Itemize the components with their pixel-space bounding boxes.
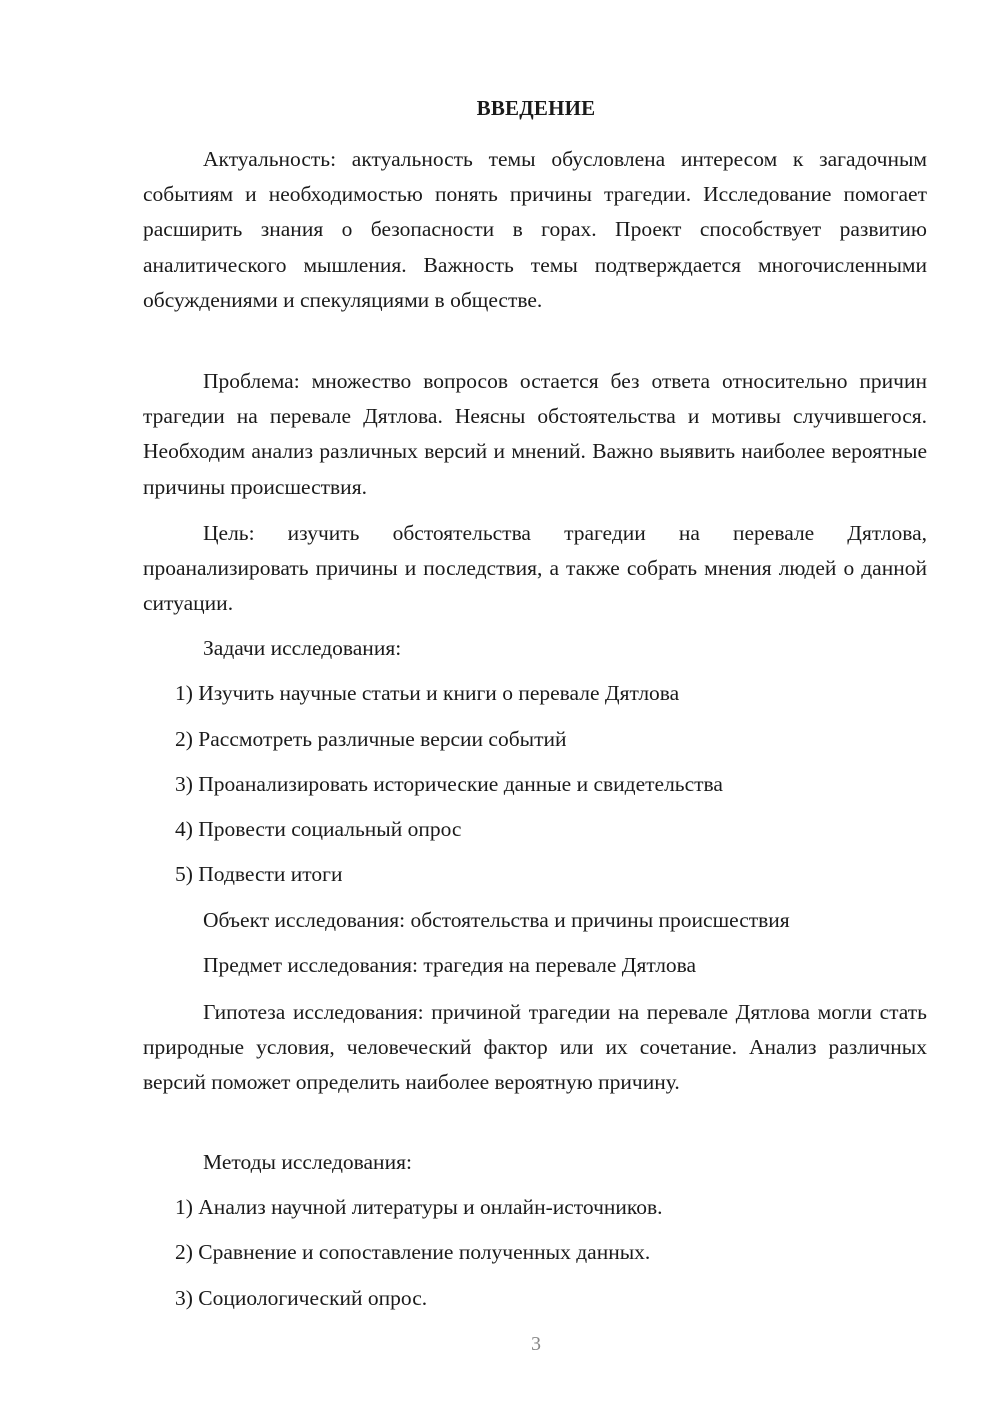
- tasks-title: Задачи исследования:: [203, 636, 402, 660]
- problem-paragraph: Проблема: множество вопросов остается без ответа относительно причин трагедии на перевале Дятлова. Неясны обстоятельства и мотивы случившегося. Необходим анализ различных версий и мнений. Важно выявить наиболее вероятные причины происшествия.: [143, 369, 927, 499]
- task-item: 3) Проанализировать исторические данные и свидетельства: [175, 772, 723, 796]
- task-item: 1) Изучить научные статьи и книги о перевале Дятлова: [175, 681, 680, 705]
- method-item: 3) Социологический опрос.: [175, 1286, 428, 1310]
- section-heading: ВВЕДЕНИЕ: [476, 96, 596, 120]
- research-subject: Предмет исследования: трагедия на перевале Дятлова: [203, 953, 697, 977]
- methods-title: Методы исследования:: [203, 1150, 412, 1174]
- task-item: 5) Подвести итоги: [175, 862, 343, 886]
- task-item: 2) Рассмотреть различные версии событий: [175, 727, 567, 751]
- hypothesis-paragraph: Гипотеза исследования: причиной трагедии на перевале Дятлова могли стать природные условия, человеческий фактор или их сочетание. Анализ различных версий поможет определить наиболее вероятную причину.: [143, 1000, 927, 1095]
- goal-paragraph: Цель: изучить обстоятельства трагедии на перевале Дятлова, проанализировать причины и последствия, а также собрать мнения людей о данной ситуации.: [143, 521, 927, 616]
- relevance-paragraph: Актуальность: актуальность темы обусловлена интересом к загадочным событиям и необходимостью понять причины трагедии. Исследование помогает расширить знания о безопасности в горах. Проект способствует развитию аналитического мышления. Важность темы подтверждается многочисленными обсуждениями и спекуляциями в обществе.: [143, 147, 927, 312]
- page-number: 3: [531, 1333, 541, 1355]
- method-item: 2) Сравнение и сопоставление полученных данных.: [175, 1240, 651, 1264]
- method-item: 1) Анализ научной литературы и онлайн-источников.: [175, 1195, 663, 1219]
- task-item: 4) Провести социальный опрос: [175, 817, 462, 841]
- research-object: Объект исследования: обстоятельства и причины происшествия: [203, 908, 790, 932]
